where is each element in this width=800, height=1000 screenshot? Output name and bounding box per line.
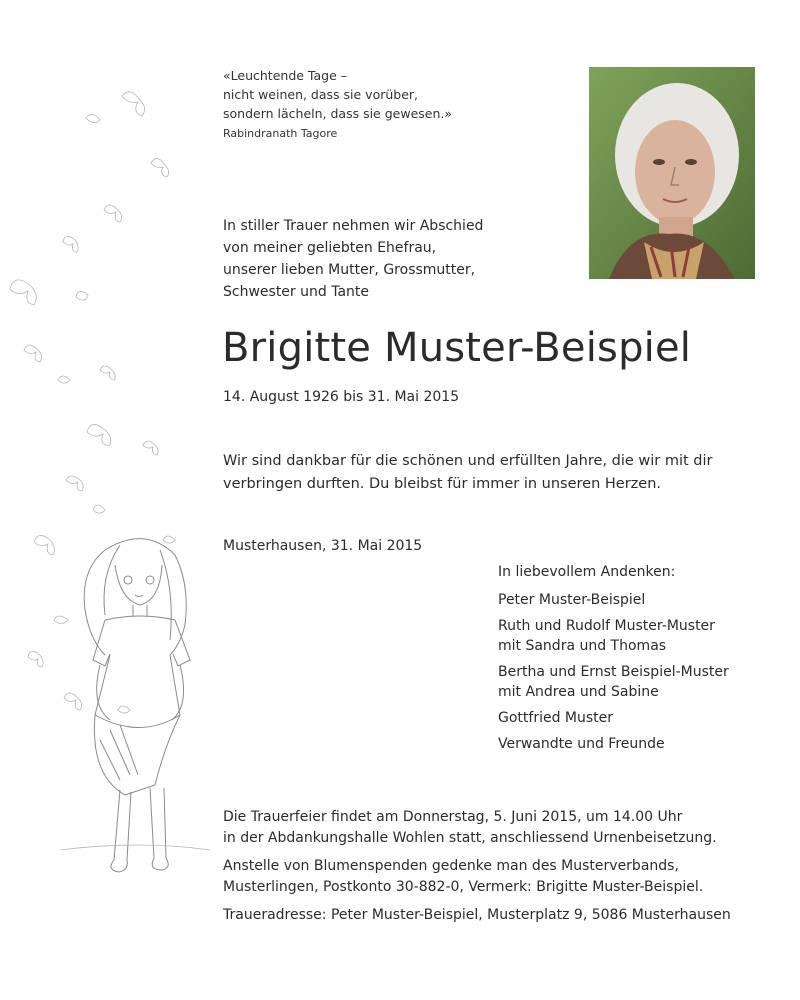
mourner-line: Bertha und Ernst Beispiel-Muster bbox=[498, 664, 729, 680]
deceased-name: Brigitte Muster-Beispiel bbox=[222, 325, 692, 371]
thanks-line: verbringen durften. Du bleibst für immer in unseren Herzen. bbox=[223, 476, 661, 492]
mourner-line: mit Sandra und Thomas bbox=[498, 638, 667, 654]
donation-line: Anstelle von Blumenspenden gedenke man des Musterverbands, bbox=[223, 858, 679, 874]
thanks-text bbox=[223, 450, 713, 496]
list-item bbox=[498, 708, 729, 728]
mourners-list bbox=[498, 590, 729, 760]
donation-line: Musterlingen, Postkonto 30-882-0, Vermerk: Brigitte Muster-Beispiel. bbox=[223, 879, 704, 895]
list-item bbox=[498, 662, 729, 702]
mourner-line: Verwandte und Freunde bbox=[498, 736, 665, 752]
quote-line: «Leuchtende Tage – bbox=[223, 68, 347, 83]
address-line: Traueradresse: Peter Muster-Beispiel, Musterplatz 9, 5086 Musterhausen bbox=[223, 907, 731, 923]
memory-heading: In liebevollem Andenken: bbox=[498, 564, 676, 580]
ceremony-info bbox=[223, 807, 731, 849]
mourner-line: Peter Muster-Beispiel bbox=[498, 592, 646, 608]
girl-with-butterflies-sketch-icon bbox=[0, 80, 220, 900]
ceremony-line: Die Trauerfeier findet am Donnerstag, 5. Juni 2015, um 14.00 Uhr bbox=[223, 809, 683, 825]
list-item bbox=[498, 734, 729, 754]
intro-line: Schwester und Tante bbox=[223, 284, 369, 300]
intro-line: In stiller Trauer nehmen wir Abschied bbox=[223, 218, 484, 234]
footer-info bbox=[223, 807, 731, 933]
place-date: Musterhausen, 31. Mai 2015 bbox=[223, 538, 423, 554]
quote-author: Rabindranath Tagore bbox=[223, 127, 338, 140]
portrait-photo bbox=[589, 67, 755, 279]
donation-info bbox=[223, 856, 731, 898]
list-item bbox=[498, 590, 729, 610]
mourner-line: mit Andrea und Sabine bbox=[498, 684, 659, 700]
intro-text bbox=[223, 215, 483, 303]
ceremony-line: in der Abdankungshalle Wohlen statt, anschliessend Urnenbeisetzung. bbox=[223, 830, 717, 846]
intro-line: unserer lieben Mutter, Grossmutter, bbox=[223, 262, 476, 278]
quote-line: nicht weinen, dass sie vorüber, bbox=[223, 87, 419, 102]
quote-line: sondern lächeln, dass sie gewesen.» bbox=[223, 106, 453, 121]
mourner-line: Gottfried Muster bbox=[498, 710, 614, 726]
intro-line: von meiner geliebten Ehefrau, bbox=[223, 240, 437, 256]
mourner-line: Ruth und Rudolf Muster-Muster bbox=[498, 618, 715, 634]
life-dates: 14. August 1926 bis 31. Mai 2015 bbox=[223, 389, 460, 405]
mourning-address bbox=[223, 905, 731, 926]
portrait-photo-icon bbox=[589, 67, 755, 279]
quote-block bbox=[223, 66, 452, 143]
list-item bbox=[498, 616, 729, 656]
thanks-line: Wir sind dankbar für die schönen und erfüllten Jahre, die wir mit dir bbox=[223, 453, 713, 469]
